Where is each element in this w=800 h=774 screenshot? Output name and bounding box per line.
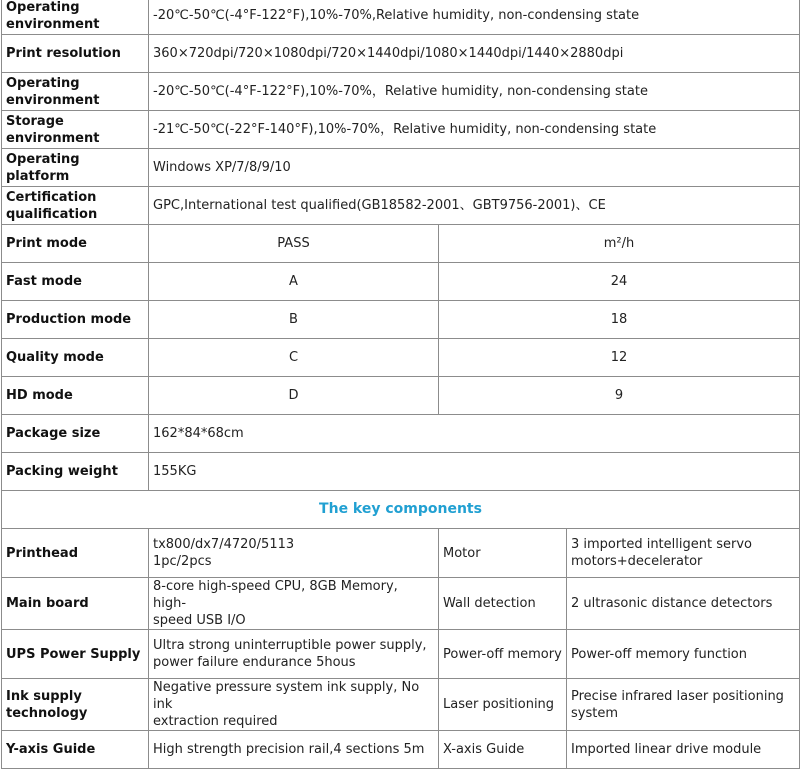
print-mode-speed: 18 (439, 301, 800, 339)
spec-row (2, 415, 800, 453)
component-value (149, 679, 439, 731)
print-mode-speed: 24 (439, 263, 800, 301)
print-mode-pass: D (149, 377, 439, 415)
component-value-line: Precise infrared laser positioning (571, 688, 784, 704)
component-value-secondary (567, 630, 800, 679)
component-label: Ink supply technology (2, 679, 149, 731)
spec-value: 155KG (149, 453, 800, 491)
component-value (149, 529, 439, 578)
component-label: Y-axis Guide (2, 731, 149, 769)
component-value (149, 731, 439, 769)
component-value-line: High strength precision rail,4 sections 5m (153, 742, 425, 757)
spec-value: -20℃-50℃(-4°F-122°F),10%-70%,Relative humidity, non-condensing state (149, 0, 800, 35)
spec-label: Storage environment (2, 111, 149, 149)
spec-value: GPC,International test qualified(GB18582-2001、GBT9756-2001)、CE (149, 187, 800, 225)
spec-row (2, 187, 800, 225)
spec-label: Certification qualification (2, 187, 149, 225)
component-value-line: system (571, 705, 618, 721)
component-value-line: motors+decelerator (571, 554, 703, 569)
print-mode-row (2, 301, 800, 339)
component-value (149, 630, 439, 679)
print-mode-row (2, 377, 800, 415)
print-mode-name: Fast mode (2, 263, 149, 301)
spec-row (2, 35, 800, 73)
spec-value: 360×720dpi/720×1080dpi/720×1440dpi/1080×1440dpi/1440×2880dpi (149, 35, 800, 73)
component-value-line: 2 ultrasonic distance detectors (571, 596, 773, 611)
spec-value: Windows XP/7/8/9/10 (149, 149, 800, 187)
print-mode-header-row (2, 225, 800, 263)
component-value-line: 1pc/2pcs (153, 554, 212, 569)
component-value-line: power failure endurance 5hous (153, 655, 356, 670)
component-row (2, 731, 800, 769)
print-mode-row (2, 339, 800, 377)
spec-label: Print resolution (2, 35, 149, 73)
spec-value: -20℃-50℃(-4°F-122°F),10%-70%，Relative humidity, non-condensing state (149, 73, 800, 111)
component-value-secondary (567, 679, 800, 731)
print-mode-name: Quality mode (2, 339, 149, 377)
print-mode-speed: 12 (439, 339, 800, 377)
component-label: UPS Power Supply (2, 630, 149, 679)
spec-value: -21℃-50℃(-22°F-140°F),10%-70%，Relative humidity, non-condensing state (149, 111, 800, 149)
spec-row (2, 0, 800, 35)
spec-label: Operating platform (2, 149, 149, 187)
section-title: The key components (2, 491, 800, 529)
speed-column-header: m²/h (439, 225, 800, 263)
component-row (2, 679, 800, 731)
print-mode-pass: B (149, 301, 439, 339)
component-value-line: extraction required (153, 714, 278, 729)
print-mode-pass: A (149, 263, 439, 301)
component-label-secondary: Wall detection (439, 578, 567, 630)
component-label: Printhead (2, 529, 149, 578)
component-value-secondary (567, 731, 800, 769)
spec-row (2, 111, 800, 149)
spec-row (2, 453, 800, 491)
pass-column-header: PASS (149, 225, 439, 263)
spec-label: Packing weight (2, 453, 149, 491)
spec-row (2, 149, 800, 187)
component-value-line: 3 imported intelligent servo (571, 537, 752, 552)
component-row (2, 578, 800, 630)
section-heading-row (2, 491, 800, 529)
spec-label: Package size (2, 415, 149, 453)
spec-row (2, 73, 800, 111)
component-value-secondary (567, 529, 800, 578)
spec-label: Operating environment (2, 73, 149, 111)
print-mode-label: Print mode (2, 225, 149, 263)
print-mode-pass: C (149, 339, 439, 377)
print-mode-name: Production mode (2, 301, 149, 339)
component-value (149, 578, 439, 630)
component-label-secondary: Power-off memory (439, 630, 567, 679)
spec-value: 162*84*68cm (149, 415, 800, 453)
component-value-line: 8-core high-speed CPU, 8GB Memory, high- (153, 579, 398, 611)
spec-table (1, 0, 800, 769)
component-value-secondary (567, 578, 800, 630)
component-value-line: Negative pressure system ink supply, No ink (153, 680, 420, 712)
print-mode-name: HD mode (2, 377, 149, 415)
spec-label: Operating environment (2, 0, 149, 35)
component-label-secondary: X-axis Guide (439, 731, 567, 769)
component-value-line: Ultra strong uninterruptible power supply, (153, 638, 427, 653)
component-value-line: tx800/dx7/4720/5113 (153, 537, 295, 552)
print-mode-speed: 9 (439, 377, 800, 415)
component-label-secondary: Motor (439, 529, 567, 578)
print-mode-row (2, 263, 800, 301)
component-row (2, 630, 800, 679)
component-value-line: speed USB I/O (153, 613, 246, 628)
component-row (2, 529, 800, 578)
component-label: Main board (2, 578, 149, 630)
component-value-line: Imported linear drive module (571, 742, 762, 757)
component-label-secondary: Laser positioning (439, 679, 567, 731)
component-value-line: Power-off memory function (571, 646, 748, 662)
